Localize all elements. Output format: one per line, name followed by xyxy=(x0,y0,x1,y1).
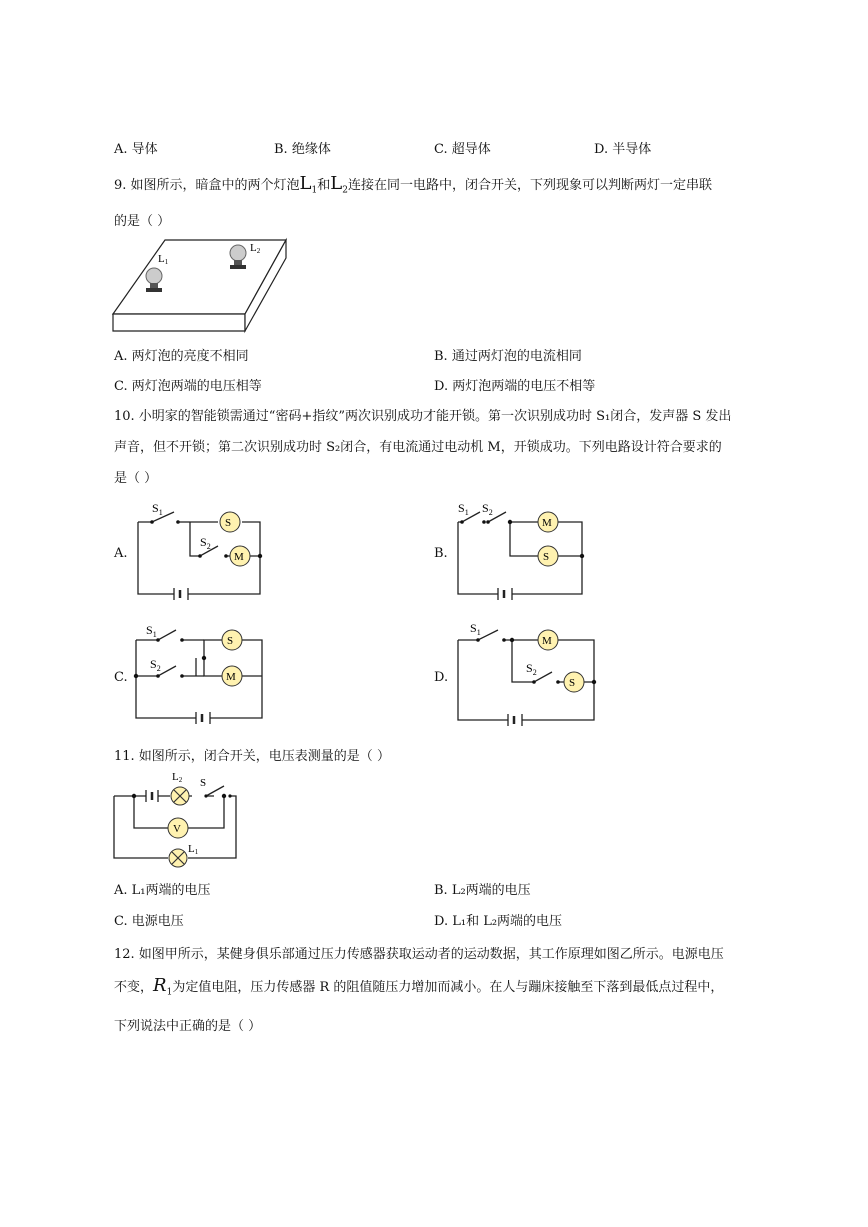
q9-stem-line2: 的是（ ） xyxy=(114,214,171,229)
q9-option-c: C. 两灯泡两端的电压相等 xyxy=(114,379,262,394)
svg-text:S: S xyxy=(225,517,232,529)
svg-text:S2: $S_2$ xyxy=(150,657,161,673)
q9-black-box-figure xyxy=(110,236,290,336)
q11-option-b: B. L₂两端的电压 xyxy=(434,883,531,898)
svg-text:M: M xyxy=(542,635,552,647)
q10-circuit-c xyxy=(130,620,270,730)
q11-option-c: C. 电源电压 xyxy=(114,914,184,929)
q11-option-a: A. L₁两端的电压 xyxy=(114,883,211,898)
q9-stem-line1 xyxy=(114,173,712,196)
q10-circuit-b xyxy=(454,498,594,608)
q10-stem-line1: 10. 小明家的智能锁需通过“密码+指纹”两次识别成功才能开锁。第一次识别成功时 S₁闭合，发声器 S 发出 xyxy=(114,409,732,424)
battery-icon xyxy=(174,588,188,600)
q10-option-c-label: C. xyxy=(114,670,128,685)
svg-text:M: M xyxy=(234,551,244,563)
svg-text:M: M xyxy=(542,517,552,529)
q12-stem-post: 为定值电阻，压力传感器 R 的阻值随压力增加而减小。在人与蹦床接触至下落到最低点过程中， xyxy=(172,980,724,995)
q12-stem-line1: 12. 如图甲所示，某健身俱乐部通过压力传感器获取运动者的运动数据，其工作原理如图乙所示。电源电压 xyxy=(114,947,724,962)
q9-option-b: B. 通过两灯泡的电流相同 xyxy=(434,349,582,364)
q9-option-a: A. 两灯泡的亮度不相同 xyxy=(114,349,249,364)
battery-icon xyxy=(146,790,158,802)
lamp-l1-icon xyxy=(169,849,187,867)
q9-l1: L xyxy=(299,173,312,194)
bulb-l2-icon xyxy=(230,245,246,269)
lamp-l2-icon xyxy=(171,787,189,805)
bulb-l1-icon xyxy=(146,268,162,292)
q12-stem-line2 xyxy=(114,975,723,998)
q9-option-d: D. 两灯泡两端的电压不相等 xyxy=(434,379,596,394)
q10-stem-line3: 是（ ） xyxy=(114,471,158,486)
q10-option-d-label: D. xyxy=(434,670,449,685)
q12-r1-sub: 1 xyxy=(166,987,173,998)
q11-option-d: D. L₁和 L₂两端的电压 xyxy=(434,914,563,929)
q8-option-c: C. 超导体 xyxy=(434,142,491,157)
q8-option-a: A. 导体 xyxy=(114,142,158,157)
q11-circuit xyxy=(112,772,242,862)
q9-stem-post: 连接在同一电路中，闭合开关，下列现象可以判断两灯一定串联 xyxy=(347,178,712,193)
q12-stem-line3: 下列说法中正确的是（ ） xyxy=(114,1019,262,1034)
q11-stem: 11. 如图所示，闭合开关，电压表测量的是（ ） xyxy=(114,749,390,764)
svg-text:S1: $S_1$ xyxy=(146,623,157,639)
q9-and: 和 xyxy=(317,178,331,193)
svg-text:M: M xyxy=(226,671,236,683)
q9-l2: L xyxy=(330,173,343,194)
q9-l2-sub: 2 xyxy=(342,185,348,196)
svg-text:L1: L1 xyxy=(158,253,169,266)
q10-stem-line2: 声音，但不开锁；第二次识别成功时 S₂闭合，有电流通过电动机 M，开锁成功。下列电路设计符合要求的 xyxy=(114,440,722,455)
q10-option-a-label: A. xyxy=(114,546,128,561)
svg-text:L2: L2 xyxy=(250,242,261,255)
svg-text:S1: $S_1$ xyxy=(152,501,163,517)
q8-option-b: B. 绝缘体 xyxy=(274,142,331,157)
svg-text:S1: $S_1$ xyxy=(458,501,469,517)
battery-icon xyxy=(508,714,522,726)
svg-text:S1: $S_1$ xyxy=(470,621,481,637)
svg-text:S2: $S_2$ xyxy=(482,501,493,517)
q12-r1: R xyxy=(153,975,167,996)
svg-text:S: S xyxy=(543,551,550,563)
battery-icon xyxy=(196,712,210,724)
svg-text:S: S xyxy=(569,677,576,689)
svg-text:S: S xyxy=(200,777,207,789)
q10-circuit-a xyxy=(130,498,270,608)
svg-text:S2: $S_2$ xyxy=(526,661,537,677)
q9-stem-pre: 9. 如图所示，暗盒中的两个灯泡 xyxy=(114,178,300,193)
q10-circuit-d xyxy=(454,620,604,730)
q10-option-b-label: B. xyxy=(434,546,448,561)
battery-icon xyxy=(498,588,512,600)
q9-l1-sub: 1 xyxy=(311,185,318,196)
svg-text:L2: L2 xyxy=(172,771,183,784)
q8-option-d: D. 半导体 xyxy=(594,142,652,157)
svg-text:S: S xyxy=(227,635,234,647)
svg-text:V: V xyxy=(173,823,181,835)
svg-text:S2: $S_2$ xyxy=(200,535,211,551)
svg-text:L1: L1 xyxy=(188,843,199,856)
q12-stem-pre: 不变， xyxy=(114,980,154,995)
